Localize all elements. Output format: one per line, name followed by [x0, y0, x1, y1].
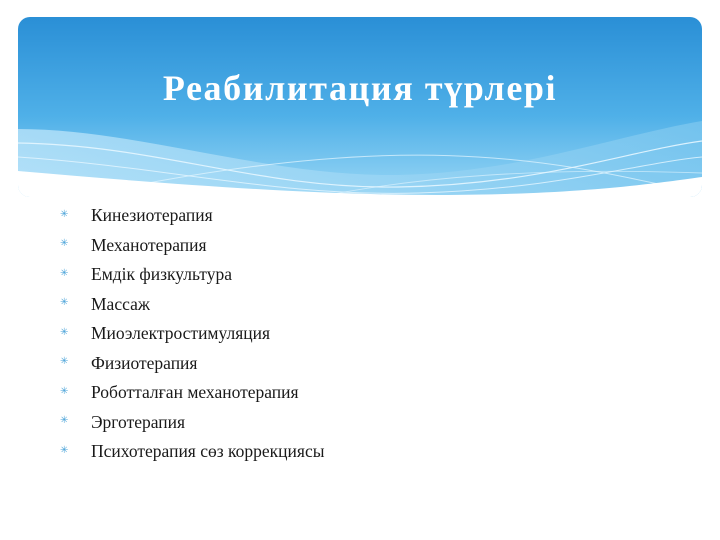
asterisk-icon: ✳: [60, 326, 69, 338]
list-item-label: Механотерапия: [91, 234, 207, 255]
list-item-label: Массаж: [91, 293, 150, 314]
list-item: [60, 260, 324, 290]
list-item: [60, 378, 324, 408]
list-item: [60, 349, 324, 379]
asterisk-icon: ✳: [60, 267, 69, 279]
list-item-label: Роботталған механотерапия: [91, 382, 299, 403]
list-item: [60, 437, 324, 467]
list-item-label: Миоэлектростимуляция: [91, 323, 271, 344]
list-item-label: Физиотерапия: [91, 352, 198, 373]
list-item-label: Психотерапия сөз коррекциясы: [91, 441, 325, 462]
list-item: [60, 408, 324, 438]
list-item: [60, 290, 324, 320]
asterisk-icon: ✳: [60, 356, 69, 368]
title-banner: [18, 17, 702, 197]
list-item: [60, 201, 324, 231]
asterisk-icon: ✳: [60, 444, 69, 456]
list-item-label: Емдік физкультура: [91, 264, 232, 285]
asterisk-icon: ✳: [60, 415, 69, 427]
asterisk-icon: ✳: [60, 297, 69, 309]
list-item-label: Кинезиотерапия: [91, 205, 213, 226]
asterisk-icon: ✳: [60, 238, 69, 250]
list-item: [60, 319, 324, 349]
slide-title: Реабилитация түрлері: [162, 68, 558, 108]
asterisk-icon: ✳: [60, 208, 69, 220]
bullet-list: [60, 201, 324, 467]
asterisk-icon: ✳: [60, 385, 69, 397]
list-item: [60, 231, 324, 261]
list-item-label: Эрготерапия: [91, 411, 186, 432]
